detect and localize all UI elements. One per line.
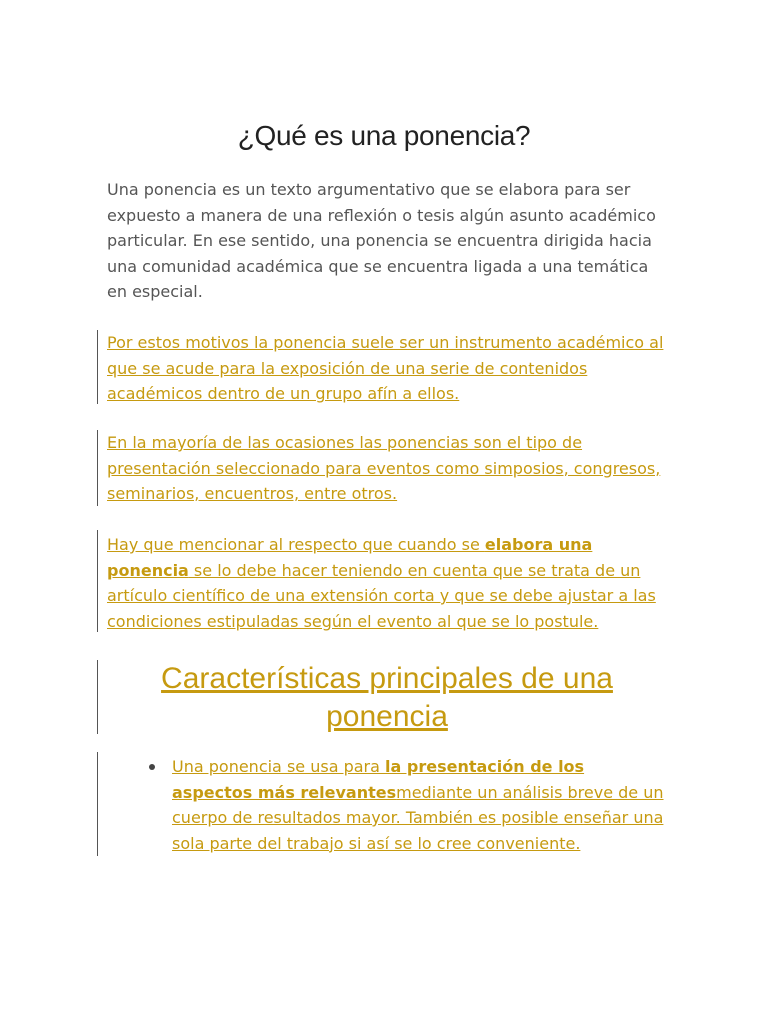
section-heading-link[interactable]: Características principales de una ponencia — [161, 662, 613, 733]
quote-paragraph-mayoria — [107, 430, 667, 507]
list-bar — [97, 752, 98, 856]
bullet-text-after: mediante un análisis breve de un cuerpo de resultados mayor. También es posible enseñar una sola parte del trabajo si así se lo cree conveniente. — [172, 782, 664, 853]
quote-link-elabora[interactable] — [107, 535, 656, 631]
intro-paragraph: Una ponencia es un texto argumentativo que se elabora para ser expuesto a manera de una reflexión o tesis algún asunto académico particular. En ese sentido, una ponencia se encuentra dirigida hacia una comunidad académica que se encuentra ligada a una temática en especial. — [107, 180, 656, 301]
quote-text-after: se lo debe hacer teniendo en cuenta que se trata de un artículo científico de una extensión corta y que se debe ajustar a las condiciones estipuladas según el evento al que se lo postule. — [107, 560, 656, 631]
quote-text-before: Hay que mencionar al respecto que cuando se — [107, 535, 485, 554]
quote-paragraph-elabora — [107, 532, 667, 634]
quote-bar — [97, 330, 98, 404]
quote-text-bold: elabora una ponencia — [107, 535, 593, 580]
bullet-list — [107, 754, 667, 856]
heading-bar — [97, 660, 98, 734]
list-item — [107, 754, 667, 856]
bullet-dot-icon — [149, 764, 155, 770]
section-heading — [107, 660, 667, 736]
quote-bar — [97, 430, 98, 506]
page-title: ¿Qué es una ponencia? — [237, 120, 531, 151]
bullet-text-bold: la presentación de los aspectos más relevantes — [172, 757, 585, 802]
quote-paragraph-motivos — [107, 330, 667, 407]
list-item-link[interactable] — [172, 757, 664, 853]
quote-link-mayoria[interactable]: En la mayoría de las ocasiones las ponencias son el tipo de presentación seleccionado para eventos como simposios, congresos, seminarios, encuentros, entre otros. — [107, 433, 661, 503]
list-item-text — [172, 757, 664, 853]
quote-link-motivos[interactable]: Por estos motivos la ponencia suele ser un instrumento académico al que se acude para la exposición de una serie de contenidos académicos dentro de un grupo afín a ellos. — [107, 333, 664, 403]
bullet-text-before: Una ponencia se usa para — [172, 757, 386, 776]
quote-bar — [97, 530, 98, 632]
